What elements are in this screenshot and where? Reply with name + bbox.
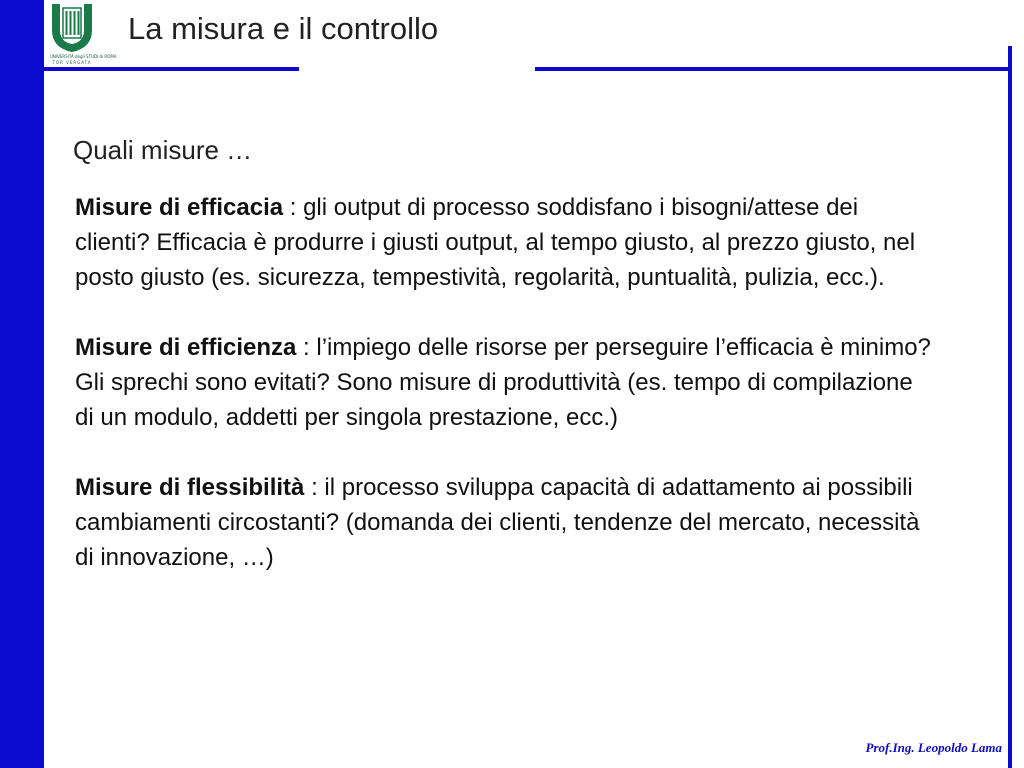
- title-underline-right: [535, 67, 1012, 71]
- logo-text-line1: UNIVERSITÀ degli STUDI di ROMA: [50, 54, 117, 59]
- university-logo: [50, 2, 117, 66]
- section-term: Misure di flessibilità: [75, 474, 305, 501]
- section-term: Misure di efficienza: [75, 334, 297, 361]
- section-flessibilita: [75, 470, 935, 575]
- title-underline-left: [44, 67, 299, 71]
- left-blue-bar: [0, 0, 44, 768]
- right-blue-line: [1008, 46, 1012, 768]
- page-title: La misura e il controllo: [128, 11, 439, 46]
- section-text: : l’impiego delle risorse per perseguire l’efficacia è minimo? Gli sprechi sono evitati? Sono misure di produttività (es. tempo di compilazione di un modulo, addetti per singola prestazione, ecc.): [75, 334, 931, 431]
- section-efficienza: [75, 330, 935, 435]
- university-emblem-icon: [50, 2, 94, 54]
- slide-subtitle: Quali misure …: [73, 135, 253, 165]
- section-text: : gli output di processo soddisfano i bisogni/attese dei clienti? Efficacia è produrre i giusti output, al tempo giusto, al prezzo giusto, nel posto giusto (es. sicurezza, tempestività, regolarità, puntualità, pulizia, ecc.).: [75, 194, 916, 291]
- section-efficacia: [75, 190, 935, 295]
- footer-author: Prof.Ing. Leopoldo Lama: [865, 740, 1002, 755]
- section-text: : il processo sviluppa capacità di adattamento ai possibili cambiamenti circostanti? (domanda dei clienti, tendenze del mercato, necessità di innovazione, …): [75, 474, 920, 571]
- slide-content: [75, 190, 935, 610]
- section-term: Misure di efficacia: [75, 194, 284, 221]
- logo-text-line2: TOR VERGATA: [52, 60, 92, 65]
